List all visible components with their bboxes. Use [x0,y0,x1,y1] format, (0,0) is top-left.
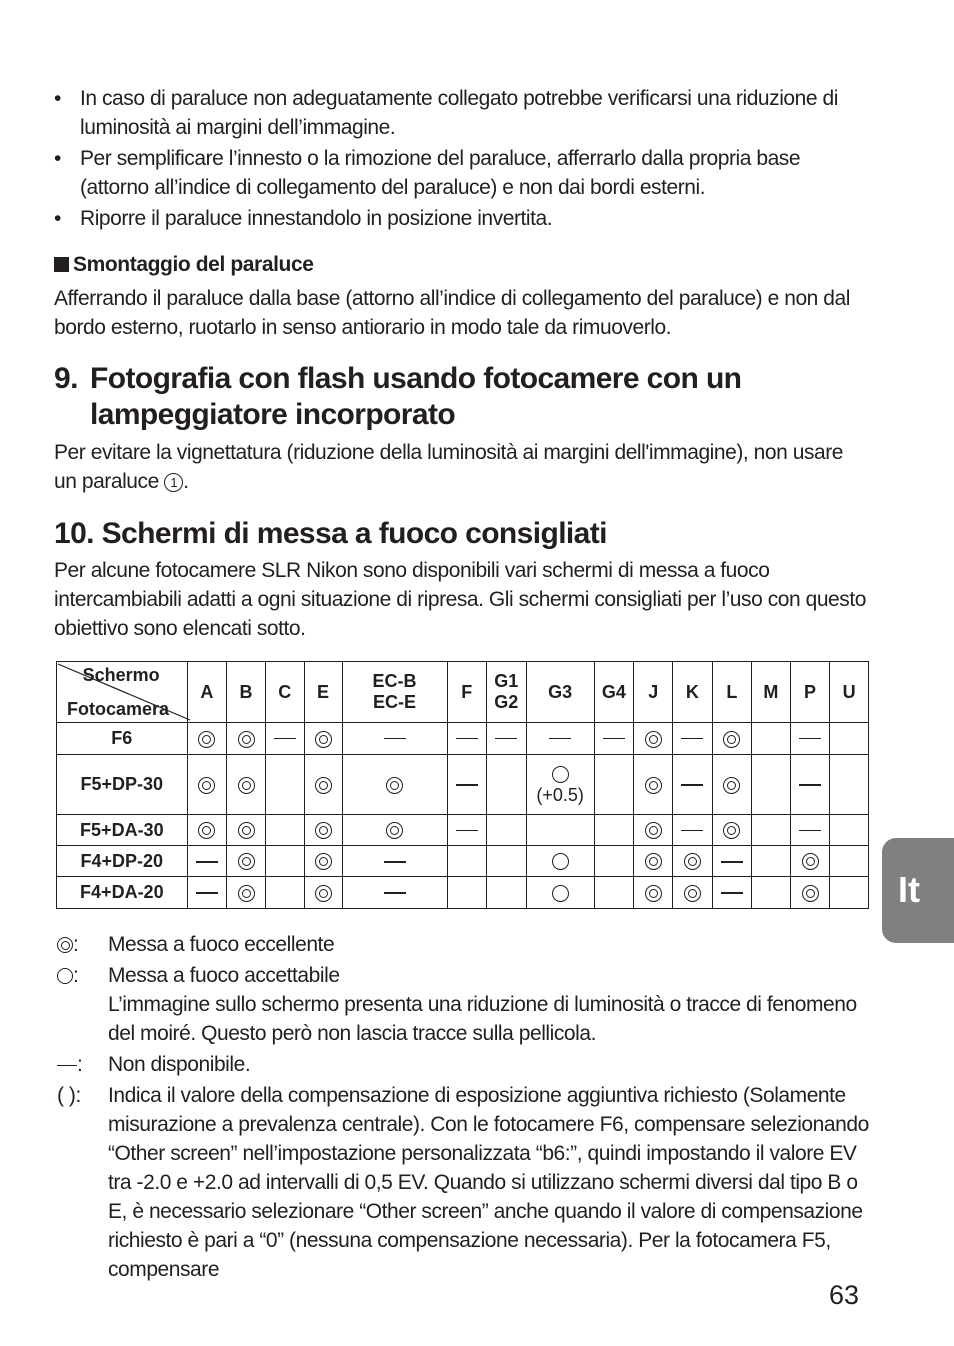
page-number: 63 [829,1280,860,1310]
column-header [266,662,305,723]
column-header [447,662,486,723]
double-circle-icon [238,777,255,794]
bullet-item: • Riporre il paraluce innestandolo in posizione invertita. [54,207,553,230]
legend-not-available: : Non disponibile. [54,1050,869,1079]
column-header [712,662,751,723]
table-cell [526,815,594,846]
double-circle-icon [238,731,255,748]
double-circle-icon [684,853,701,870]
circle-icon [57,968,73,984]
table-body [57,723,869,909]
column-header-text: L [726,681,738,702]
table-cell [342,723,447,755]
double-circle-icon [315,731,332,748]
table-cell [486,723,526,755]
camera-cell: F5+DP-30 [57,755,188,815]
table-cell [634,723,673,755]
column-header-text: G1 [494,671,519,691]
table-cell [447,815,486,846]
table-cell [342,815,447,846]
table-cell [227,846,266,877]
circle-icon [552,885,569,902]
table-cell [266,723,305,755]
table-cell [187,723,226,755]
column-header [227,662,266,723]
table-cell [830,723,869,755]
table-cell [790,846,829,877]
circle-icon [552,853,569,870]
table-cell [752,755,791,815]
table-cell [634,877,673,909]
double-circle-icon [802,853,819,870]
bullet-item: • Per semplificare l’innesto o la rimozione del paraluce, afferrarlo dalla propria base (attorno all’indice di collegamento del paraluce) e non dai bordi esterni. [54,147,801,199]
double-circle-icon [386,822,403,839]
table-cell [304,723,342,755]
table-cell [447,723,486,755]
double-circle-icon [198,731,215,748]
table-cell [447,755,486,815]
double-circle-icon [386,777,403,794]
double-circle-icon [198,777,215,794]
table-cell [266,755,305,815]
column-header-text: EC-B [372,671,417,691]
double-circle-icon [723,777,740,794]
camera-cell: F5+DA-30 [57,815,188,846]
table-cell [486,877,526,909]
double-circle-icon [684,885,701,902]
dash-icon [57,1065,77,1066]
compensation-note: (+0.5) [536,784,584,805]
double-circle-icon [57,937,73,953]
table-cell [227,723,266,755]
language-tab: It [882,838,954,943]
double-circle-icon [315,777,332,794]
bullet-item: • In caso di paraluce non adeguatamente collegato potrebbe verificarsi una riduzione di luminosità ai margini dell’immagine. [54,87,838,139]
column-header-text: M [763,681,779,702]
column-header [673,662,712,723]
table-corner-cell: Schermo Fotocamera [57,662,188,723]
column-header-text: G2 [494,692,519,712]
table-cell [752,846,791,877]
dash-icon [456,784,478,786]
column-header [830,662,869,723]
table-cell [227,755,266,815]
table-cell [712,755,751,815]
table-cell [752,877,791,909]
double-circle-icon [645,731,662,748]
square-bullet-icon [54,257,69,272]
double-circle-icon [645,885,662,902]
double-circle-icon [198,822,215,839]
table-cell [342,846,447,877]
table-cell [830,815,869,846]
table-cell [227,877,266,909]
column-header [752,662,791,723]
double-circle-icon [645,822,662,839]
table-row [57,846,869,877]
column-header [526,662,594,723]
double-circle-icon [238,822,255,839]
table-cell [712,723,751,755]
table-cell [187,877,226,909]
table-cell [526,755,594,815]
column-header-text: A [200,681,214,702]
dash-icon [495,738,517,739]
circle-icon [552,766,569,783]
table-cell [594,723,634,755]
table-cell [266,877,305,909]
double-circle-icon [315,822,332,839]
table-row [57,877,869,909]
circled-number-icon: 1 [164,473,183,492]
table-cell [790,755,829,815]
table-cell [304,846,342,877]
dash-icon [603,738,625,739]
column-header-text: C [278,681,292,702]
legend-acceptable: : Messa a fuoco accettabile L’immagine sullo schermo presenta una riduzione di luminosità o tracce di fenomeno del moiré. Questo però non lascia tracce sulla pellicola. [54,961,869,1048]
section-9-paragraph: Per evitare la vignettatura (riduzione della luminosità ai margini dell'immagine), non usare un paraluce 1 . [54,441,844,493]
table-cell [486,815,526,846]
table-row [57,755,869,815]
table-cell [712,846,751,877]
column-header-text: J [648,681,659,702]
table-row [57,815,869,846]
dash-icon [384,861,406,863]
double-circle-icon [802,885,819,902]
subheading-paragraph: Afferrando il paraluce dalla base (attorno all’indice di collegamento del paraluce) e non dal bordo esterno, ruotarlo in senso antiorario in modo tale da rimuoverlo. [54,287,850,339]
table-cell [712,877,751,909]
table-cell [187,815,226,846]
camera-cell: F4+DA-20 [57,877,188,909]
legend-parentheses: ( ): Indica il valore della compensazione di esposizione aggiuntiva richiesto (Solamente misurazione a prevalenza centrale). Con le fotocamere F6, compensare selezionando “Other screen” nell’impostazione personalizzata “b6:”, quindi impostando il valore EV tra -2.0 e +2.0 ad intervalli di 0,5 EV. Quando si utilizzano schermi diversi dal tipo B o E, è necessario selezionare “Other screen” anche quando il valore di compensazione richiesto è pari a “0” (nessuna compensazione necessaria). Per la fotocamera F5, compensare [57,1084,869,1281]
table-cell [594,846,634,877]
focusing-screen-table [56,661,869,909]
dash-icon [274,738,296,739]
table-cell [673,755,712,815]
table-cell [830,755,869,815]
dash-icon [721,861,743,863]
table-cell [673,815,712,846]
column-header [342,662,447,723]
column-header-text: E [317,681,330,702]
dash-icon [681,784,703,786]
double-circle-icon [238,853,255,870]
column-header [594,662,634,723]
table-cell [227,815,266,846]
camera-cell: F4+DP-20 [57,846,188,877]
table-cell [634,846,673,877]
section-10-paragraph: Per alcune fotocamere SLR Nikon sono disponibili vari schermi di messa a fuoco intercambiabili adatti a ogni situazione di ripresa. Gli schermi consigliati per l’uso con questo obiettivo sono elencati sotto. [54,559,866,640]
table-cell [673,846,712,877]
table-cell [447,877,486,909]
dash-icon [384,892,406,894]
table-cell [304,815,342,846]
double-circle-icon [315,885,332,902]
double-circle-icon [723,731,740,748]
table-cell [526,723,594,755]
column-header-text: P [804,681,817,702]
column-header-text: B [239,681,253,702]
subheading: Smontaggio del paraluce [54,251,314,279]
table-cell [304,877,342,909]
column-header [187,662,226,723]
double-circle-icon [645,853,662,870]
dash-icon [681,830,703,831]
table-cell [594,877,634,909]
table-cell [266,815,305,846]
double-circle-icon [645,777,662,794]
column-header-text: K [685,681,699,702]
table-cell [830,877,869,909]
dash-icon [196,892,218,894]
dash-icon [549,738,571,739]
section-10-heading: 10. Schermi di messa a fuoco consigliati [54,517,607,550]
table-cell [526,877,594,909]
dash-icon [799,784,821,786]
column-header [790,662,829,723]
table-cell [594,815,634,846]
section-9-heading: 9. Fotografia con flash usando fotocamere con un lampeggiatore incorporato [54,362,742,431]
table-cell [187,846,226,877]
table-cell [712,815,751,846]
column-header-text: G4 [601,681,626,702]
double-circle-icon [723,822,740,839]
table-cell [342,755,447,815]
table-cell [342,877,447,909]
dash-icon [721,892,743,894]
camera-cell: F6 [57,723,188,755]
table-cell [634,755,673,815]
table-cell [752,815,791,846]
table-cell [673,877,712,909]
column-header-text: U [842,681,856,702]
legend [54,930,869,1286]
table-cell [830,846,869,877]
dash-icon [196,861,218,863]
bullet-list [54,84,869,235]
dash-icon [799,830,821,831]
table-cell [486,846,526,877]
column-header [304,662,342,723]
dash-icon [681,738,703,739]
table-cell [790,877,829,909]
dash-icon [384,738,406,739]
dash-icon [799,738,821,739]
table-cell [304,755,342,815]
table-cell [526,846,594,877]
column-header [634,662,673,723]
table-cell [752,723,791,755]
table-cell [594,755,634,815]
column-header [486,662,526,723]
table-cell [447,846,486,877]
table-row [57,723,869,755]
legend-excellent: : Messa a fuoco eccellente [54,930,869,959]
table-cell [266,846,305,877]
table-cell [673,723,712,755]
dash-icon [456,738,478,739]
column-header-text: F [461,681,473,702]
table-header-row [57,662,869,723]
column-header-text: EC-E [373,692,417,712]
table-cell [187,755,226,815]
double-circle-icon [315,853,332,870]
table-cell [790,723,829,755]
double-circle-icon [238,885,255,902]
dash-icon [456,830,478,831]
table-cell [790,815,829,846]
column-header-text: G3 [548,681,573,702]
table-cell [486,755,526,815]
table-cell [634,815,673,846]
